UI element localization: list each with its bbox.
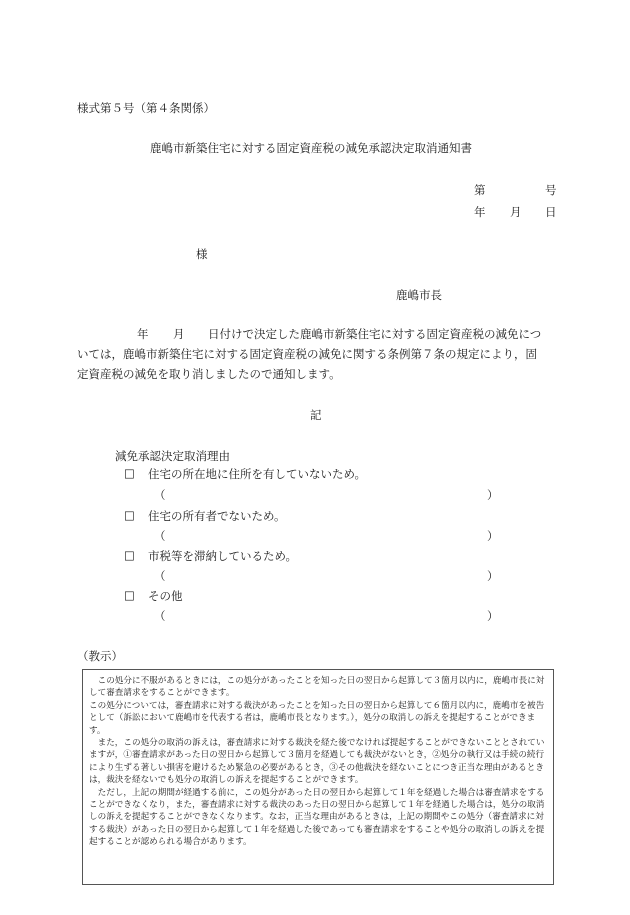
kyoji-label: （教示） [77,649,123,663]
kyoji-paragraph: ただし，上記の期間が経過する前に，この処分があった日の翌日から起算して１年を経過した場合は審査請求をすることができなくなり，また，審査請求に対する裁決のあった日の翌日から起算して１年を経過した場合は，処分の取消しの訴えを提起することができなくなります。なお，正当な理由があるときは，上記の期間やこの処分（審査請求に対する裁決）があった日の翌日から起算して１年を経過した後であっても審査請求をすることや処分の取消しの訴えを提起することが認められる場合があります。 [89,787,545,848]
body-month: 月 [173,327,185,341]
date-day: 日 [545,205,557,219]
body-line-2: いては，鹿嶋市新築住宅に対する固定資産税の減免に関する条例第７条の規定により，固 [77,347,537,361]
kyoji-paragraph: この処分については，審査請求に対する裁決があったことを知った日の翌日から起算して６箇月以内に，鹿嶋市を被告として（訴訟において鹿嶋市を代表する者は，鹿嶋市長となります。），処分の取消しの訴えを提起することができます。 [89,700,545,736]
reason-item-label: その他 [148,589,183,603]
kyoji-paragraph: また，この処分の取消の訴えは，審査請求に対する裁決を経た後でなければ提起することができないこととされていますが，①審査請求があった日の翌日から起算して３箇月を経過しても裁決がないとき，②処分の執行又は手続の続行により生ずる著しい損害を避けるため緊急の必要があるとき，③その他裁決を経ないことにつき正当な理由があるときは，裁決を経ないでも処分の取消しの訴えを提起することができます。 [89,738,545,786]
doc-number-go: 号 [545,183,557,197]
body-line-1: 日付けで決定した鹿嶋市新築住宅に対する固定資産税の減免につ [208,327,542,341]
kyoji-notice-text [89,675,549,849]
doc-number-dai: 第 [474,183,486,197]
addressee-sama: 様 [196,247,208,261]
reasons-heading: 減免承認決定取消理由 [115,449,230,463]
paren-close: ） [487,529,499,543]
paren-open: （ [154,569,166,583]
reason-item-label: 住宅の所有者でないため。 [148,509,286,523]
reason-checkbox[interactable]: □ [124,466,135,480]
paren-open: （ [154,488,166,502]
body-year: 年 [137,327,149,341]
date-month: 月 [510,205,522,219]
kyoji-paragraph: この処分に不服があるときには，この処分があったことを知った日の翌日から起算して３箇月以内に，鹿嶋市長に対して審査請求をすることができます。 [89,676,545,699]
paren-open: （ [154,529,166,543]
reason-item-label: 市税等を滞納しているため。 [148,549,298,563]
paren-close: ） [487,488,499,502]
document-title: 鹿嶋市新築住宅に対する固定資産税の減免承認決定取消通知書 [150,141,472,155]
body-line-3: 定資産税の減免を取り消しましたので通知します。 [77,367,341,381]
reason-item-label: 住宅の所在地に住所を有していないため。 [148,467,367,481]
paren-close: ） [487,609,499,623]
kyoji-notice-box [82,669,554,885]
paren-open: （ [154,609,166,623]
reason-checkbox[interactable]: □ [124,548,135,562]
date-year: 年 [474,205,486,219]
sender-mayor: 鹿嶋市長 [396,288,442,302]
ki-heading: 記 [310,408,322,422]
paren-close: ） [487,569,499,583]
reason-checkbox[interactable]: □ [124,508,135,522]
form-label: 様式第５号（第４条関係） [77,101,215,115]
reason-checkbox[interactable]: □ [124,588,135,602]
